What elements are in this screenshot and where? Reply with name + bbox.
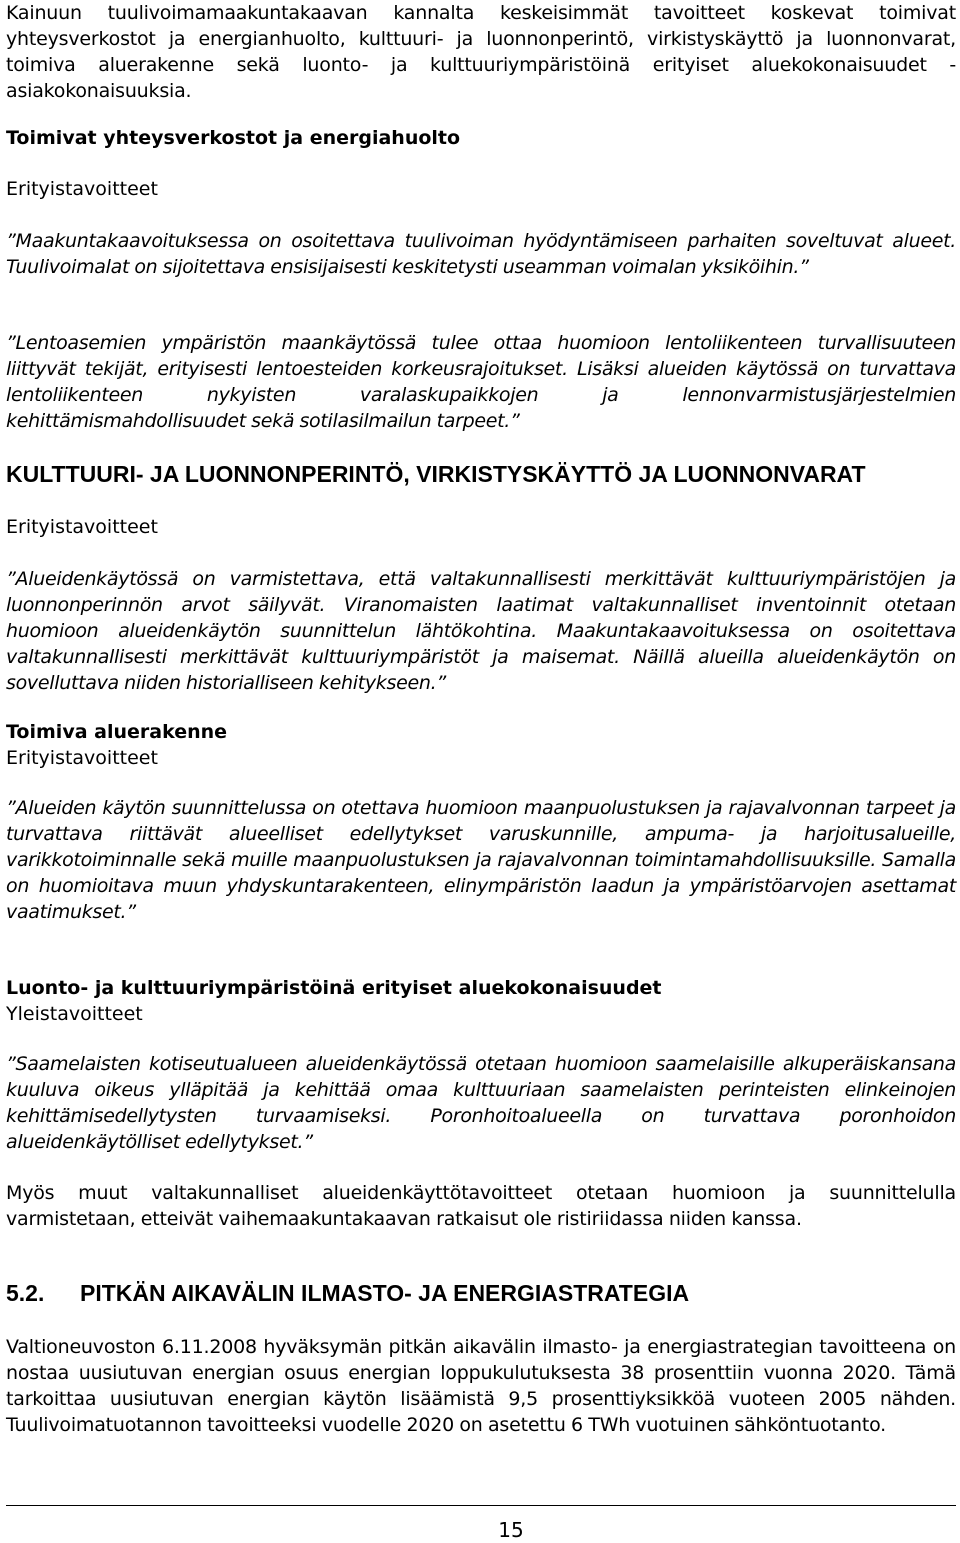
quote-sami: ”Saamelaisten kotiseutualueen alueidenkäytössä otetaan huomioon saamelaisille alkuperäiskansana kuuluva oikeus ylläpitää ja kehittää omaa kulttuuriaan saamelaisten perinteisten elinkeinojen kehittämisedellytysten turvaamiseksi. Poronhoitoalueella on turvattava poronhoidon alueidenkäytölliset edellytykset.” [6,1053,956,1153]
section-heading-structure: Toimiva aluerakenne [6,721,228,743]
section-subheading-energy: Erityistavoitteet [6,178,158,200]
quote-defence: ”Alueiden käytön suunnittelussa on otettava huomioon maanpuolustuksen ja rajavalvonnan tarpeet ja turvattava riittävät alueelliset edellytykset varuskunnille, ampuma- ja harjoitusalueille, varikkotoiminnalle sekä muille maanpuolustuksen ja rajavalvonnan toimintamahdollisuuksille. Samalla on huomioitava muun yhdyskuntarakenteen, elinympäristön laadun ja ympäristöarvojen asettamat vaatimukset.” [6,797,956,923]
section-subheading-culture: Erityistavoitteet [6,516,158,538]
quote-airports: ”Lentoasemien ympäristön maankäytössä tulee ottaa huomioon lentoliikenteen turvallisuuteen liittyvät tekijät, erityisesti lentoesteiden korkeusrajoitukset. Lisäksi alueiden käytössä on turvattava lentoliikenteen nykyisten varalaskupaikkojen ja lennonvarmistusjärjestelmien kehittämismahdollisuudet sekä sotilasilmailun tarpeet.” [6,332,956,432]
section-subheading-structure: Erityistavoitteet [6,747,158,769]
paragraph-strategy: Valtioneuvoston 6.11.2008 hyväksymän pitkän aikavälin ilmasto- ja energiastrategian tavoitteena on nostaa uusiutuvan energian osuus energian loppukulutuksesta 38 prosenttiin vuonna 2020. Tämä tarkoittaa uusiutuvan energian käytön lisäämistä 9,5 prosenttiyksikköä vuoteen 2005 nähden. Tuulivoimatuotannon tavoitteeksi vuodelle 2020 on asetettu 6 TWh vuotuinen sähköntuotanto. [6,1336,956,1436]
page-number: 15 [498,1518,524,1542]
section-number: 5.2. [6,1280,45,1306]
paragraph-other-goals: Myös muut valtakunnalliset alueidenkäyttötavoitteet otetaan huomioon ja suunnittelulla varmistetaan, etteivät vaihemaakuntakaavan ratkaisut ole ristiriidassa niiden kanssa. [6,1182,956,1230]
section-title-strategy: PITKÄN AIKAVÄLIN ILMASTO- JA ENERGIASTRATEGIA [80,1280,690,1306]
intro-paragraph: Kainuun tuulivoimamaakuntakaavan kannalta keskeisimmät tavoitteet koskevat toimivat yhteysverkostot ja energianhuolto, kulttuuri- ja luonnonperintö, virkistyskäyttö ja luonnonvarat, toimiva aluerakenne sekä luonto- ja kulttuuriympäristöinä erityiset aluekokonaisuudet -asiakokonaisuuksia. [6,2,956,102]
quote-culture: ”Alueidenkäytössä on varmistettava, että valtakunnallisesti merkittävät kulttuuriympäristöjen ja luonnonperinnön arvot säilyvät. Viranomaisten laatimat valtakunnalliset inventoinnit otetaan huomioon alueidenkäytön suunnittelun lähtökohtina. Maakuntakaavoituksessa on osoitettava valtakunnallisesti merkittävät kulttuuriympäristöt ja maisemat. Näillä alueilla alueidenkäytön on sovelluttava niiden historialliseen kehitykseen.” [6,568,956,694]
section-heading-energy: Toimivat yhteysverkostot ja energiahuolto [6,127,461,149]
section-subheading-sami: Yleistavoitteet [6,1003,143,1025]
section-heading-sami: Luonto- ja kulttuuriympäristöinä erityiset aluekokonaisuudet [6,977,662,999]
footer-divider [6,1505,956,1506]
section-heading-culture: KULTTUURI- JA LUONNONPERINTÖ, VIRKISTYSKÄYTTÖ JA LUONNONVARAT [6,461,866,487]
quote-wind-power: ”Maakuntakaavoituksessa on osoitettava tuulivoiman hyödyntämiseen parhaiten soveltuvat alueet. Tuulivoimalat on sijoitettava ensisijaisesti keskitetysti useamman voimalan yksiköihin.” [6,230,956,278]
